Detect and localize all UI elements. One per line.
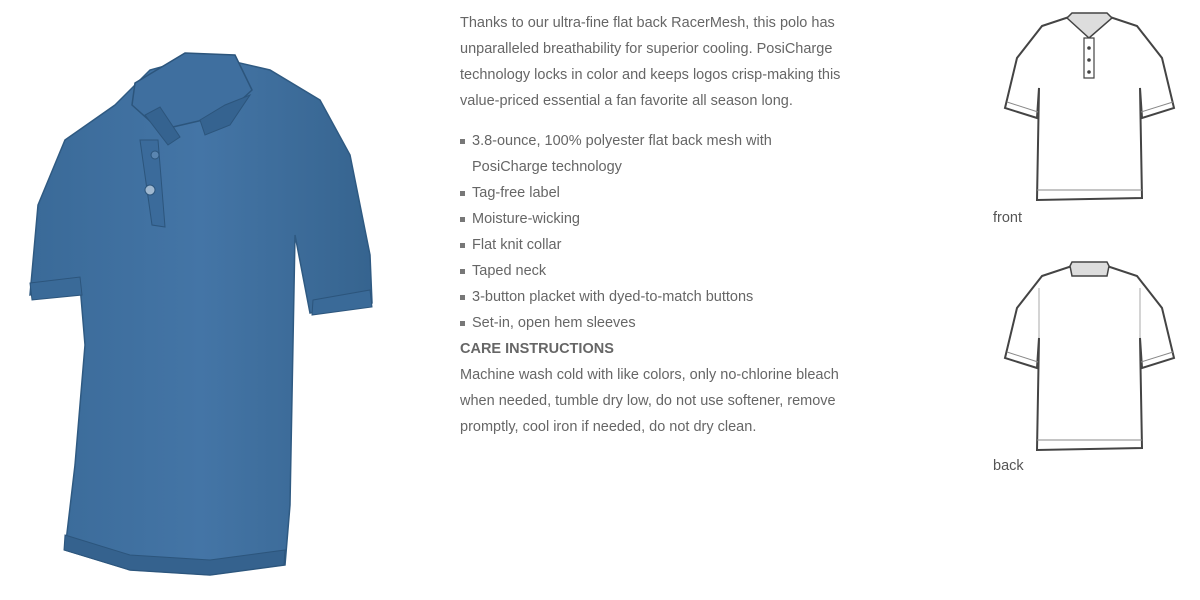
- list-item: Set-in, open hem sleeves: [460, 310, 850, 336]
- front-label: front: [993, 210, 1023, 226]
- feature-list: [460, 128, 850, 336]
- list-item: Taped neck: [460, 258, 850, 284]
- list-item: Flat knit collar: [460, 232, 850, 258]
- blue-polo-shirt-icon: [30, 53, 372, 575]
- list-item: Moisture-wicking: [460, 206, 850, 232]
- list-item: Tag-free label: [460, 180, 850, 206]
- product-description: [460, 10, 850, 440]
- back-label: back: [993, 458, 1024, 474]
- product-image: [20, 45, 380, 585]
- back-flat-sketch-icon: [1002, 258, 1177, 458]
- care-instructions-heading: CARE INSTRUCTIONS: [460, 341, 614, 357]
- description-intro: Thanks to our ultra-fine flat back RacerMesh, this polo has unparalleled breathability for superior cooling. PosiCharge technology locks in color and keeps logos crisp-making this value-priced essential a fan favorite all season long.: [460, 15, 841, 109]
- care-instructions-text: Machine wash cold with like colors, only no-chlorine bleach when needed, tumble dry low, do not use softener, remove promptly, cool iron if needed, do not dry clean.: [460, 367, 839, 435]
- front-flat-sketch-icon: [1002, 8, 1177, 208]
- list-item: 3.8-ounce, 100% polyester flat back mesh with PosiCharge technology: [460, 128, 850, 180]
- list-item: 3-button placket with dyed-to-match buttons: [460, 284, 850, 310]
